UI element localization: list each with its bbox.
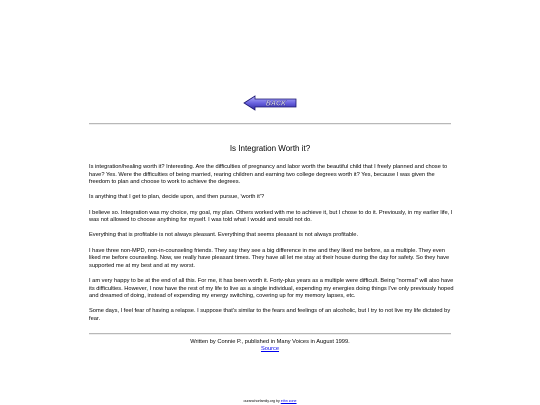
- site-credit-link[interactable]: ethn zone: [280, 399, 297, 403]
- back-label: BACK: [265, 100, 287, 108]
- paragraph: Everything that is profitable is not always pleasant. Everything that seems pleasant is not always profitable.: [89, 232, 359, 239]
- site-credit-text: ouranchorfamily.org by: [243, 399, 281, 403]
- paragraph: Is integration/healing worth it? Interesting. Are the difficulties of pregnancy and labor worth the beautiful child that I freely planned and chose to have? Yes. Were the difficulties of being married, rearing children and earning two college degrees worth it? Yes, because I was given the freedom to plan and choose to work to achieve the degrees.: [89, 164, 448, 186]
- bottom-divider: [89, 333, 451, 335]
- credit-footer: [0, 339, 540, 354]
- paragraph: I have three non-MPD, non-in-counseling friends. They say they see a big difference in me and they liked me before, as a multiple. They even liked me before counseling. Now, we really have pleasant times. They have all let me stay at their house during the day for safety. So they have supported me at my best and at my worst.: [89, 247, 450, 269]
- paragraph: Some days, I feel fear of having a relapse. I suppose that's similar to the fears and feelings of an alcoholic, but I try to not live my life dictated by fear.: [89, 308, 451, 322]
- paragraph: Is anything that I get to plan, decide upon, and then pursue, 'worth it'?: [89, 194, 265, 201]
- paragraph: I am very happy to be at the end of all this. For me, it has been worth it. Forty-plus years as a multiple were difficult. Being "normal" will also have its difficulties. However, I now have the rest of my life to live as a single individual, expending my energies doing things I've only previously hoped and dreamed of doing, instead of expending my energy switching, covering up for my memory lapses, etc.: [89, 277, 454, 300]
- source-link[interactable]: Source: [260, 346, 280, 353]
- site-credit: [0, 399, 540, 403]
- back-button[interactable]: [243, 95, 299, 111]
- article-body: [89, 164, 455, 331]
- credit-text: Written by Connie P., published in Many Voices in August 1999.: [190, 339, 350, 345]
- top-divider: [89, 123, 451, 125]
- back-arrow-icon: [243, 95, 299, 111]
- page-title: Is Integration Worth it?: [229, 144, 311, 153]
- paragraph: I believe so. Integration was my choice, my goal, my plan. Others worked with me to achieve it, but I chose to do it. Previously, in my earlier life, I was not allowed to choose anything for myself. I was told what I would and would not do.: [89, 209, 453, 224]
